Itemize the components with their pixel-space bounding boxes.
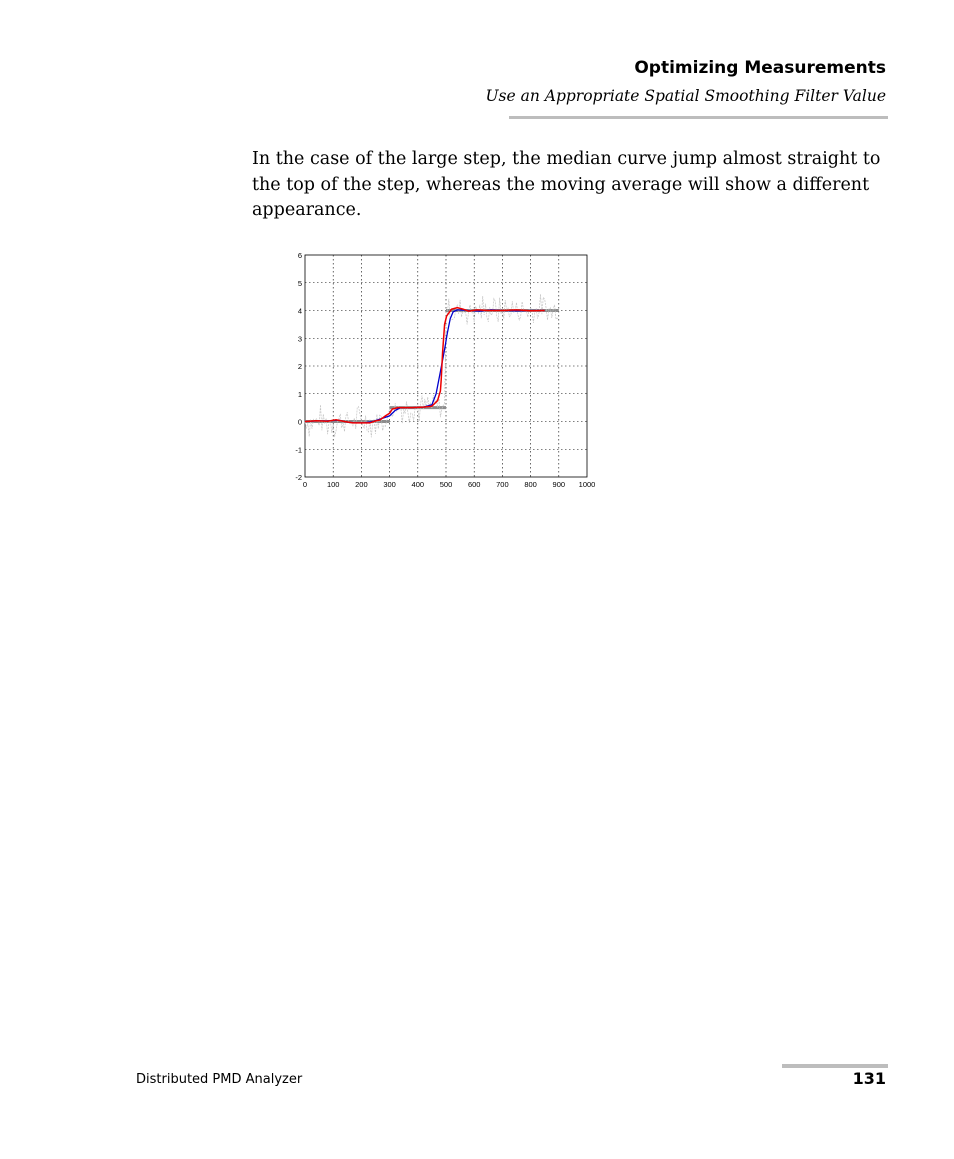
chart-svg <box>280 245 610 495</box>
page-number: 131 <box>852 1069 886 1088</box>
x-tick-label: 800 <box>524 480 537 489</box>
footer-product-name: Distributed PMD Analyzer <box>136 1072 303 1087</box>
y-tick-label: 5 <box>297 278 302 288</box>
x-tick-label: 0 <box>302 480 308 489</box>
x-tick-label: 700 <box>496 480 509 489</box>
y-tick-label: 4 <box>297 306 302 316</box>
x-tick-label: 1000 <box>578 480 596 489</box>
header-divider <box>509 116 888 119</box>
step-response-chart <box>280 245 610 495</box>
x-tick-label: 400 <box>411 480 425 489</box>
y-tick-label: 0 <box>297 417 302 427</box>
x-tick-label: 500 <box>439 480 453 489</box>
body-paragraph: In the case of the large step, the median curve jump almost straight to the top of the step, whereas the moving average will show a different appearance. <box>252 149 881 220</box>
x-tick-label: 200 <box>355 480 368 489</box>
x-tick-label: 900 <box>552 480 566 489</box>
x-tick-label: 600 <box>467 480 481 489</box>
y-tick-label: 6 <box>297 251 302 260</box>
footer-divider <box>782 1064 888 1068</box>
running-header-subtitle: Use an Appropriate Spatial Smoothing Filter Value <box>485 87 886 105</box>
y-tick-label: 1 <box>297 389 302 399</box>
y-tick-label: -2 <box>295 473 302 482</box>
y-tick-label: 2 <box>297 362 302 371</box>
y-tick-label: -1 <box>295 445 302 455</box>
running-header-title: Optimizing Measurements <box>634 58 886 78</box>
x-tick-label: 100 <box>326 480 340 489</box>
x-tick-label: 300 <box>383 480 396 489</box>
y-tick-label: 3 <box>297 334 302 344</box>
